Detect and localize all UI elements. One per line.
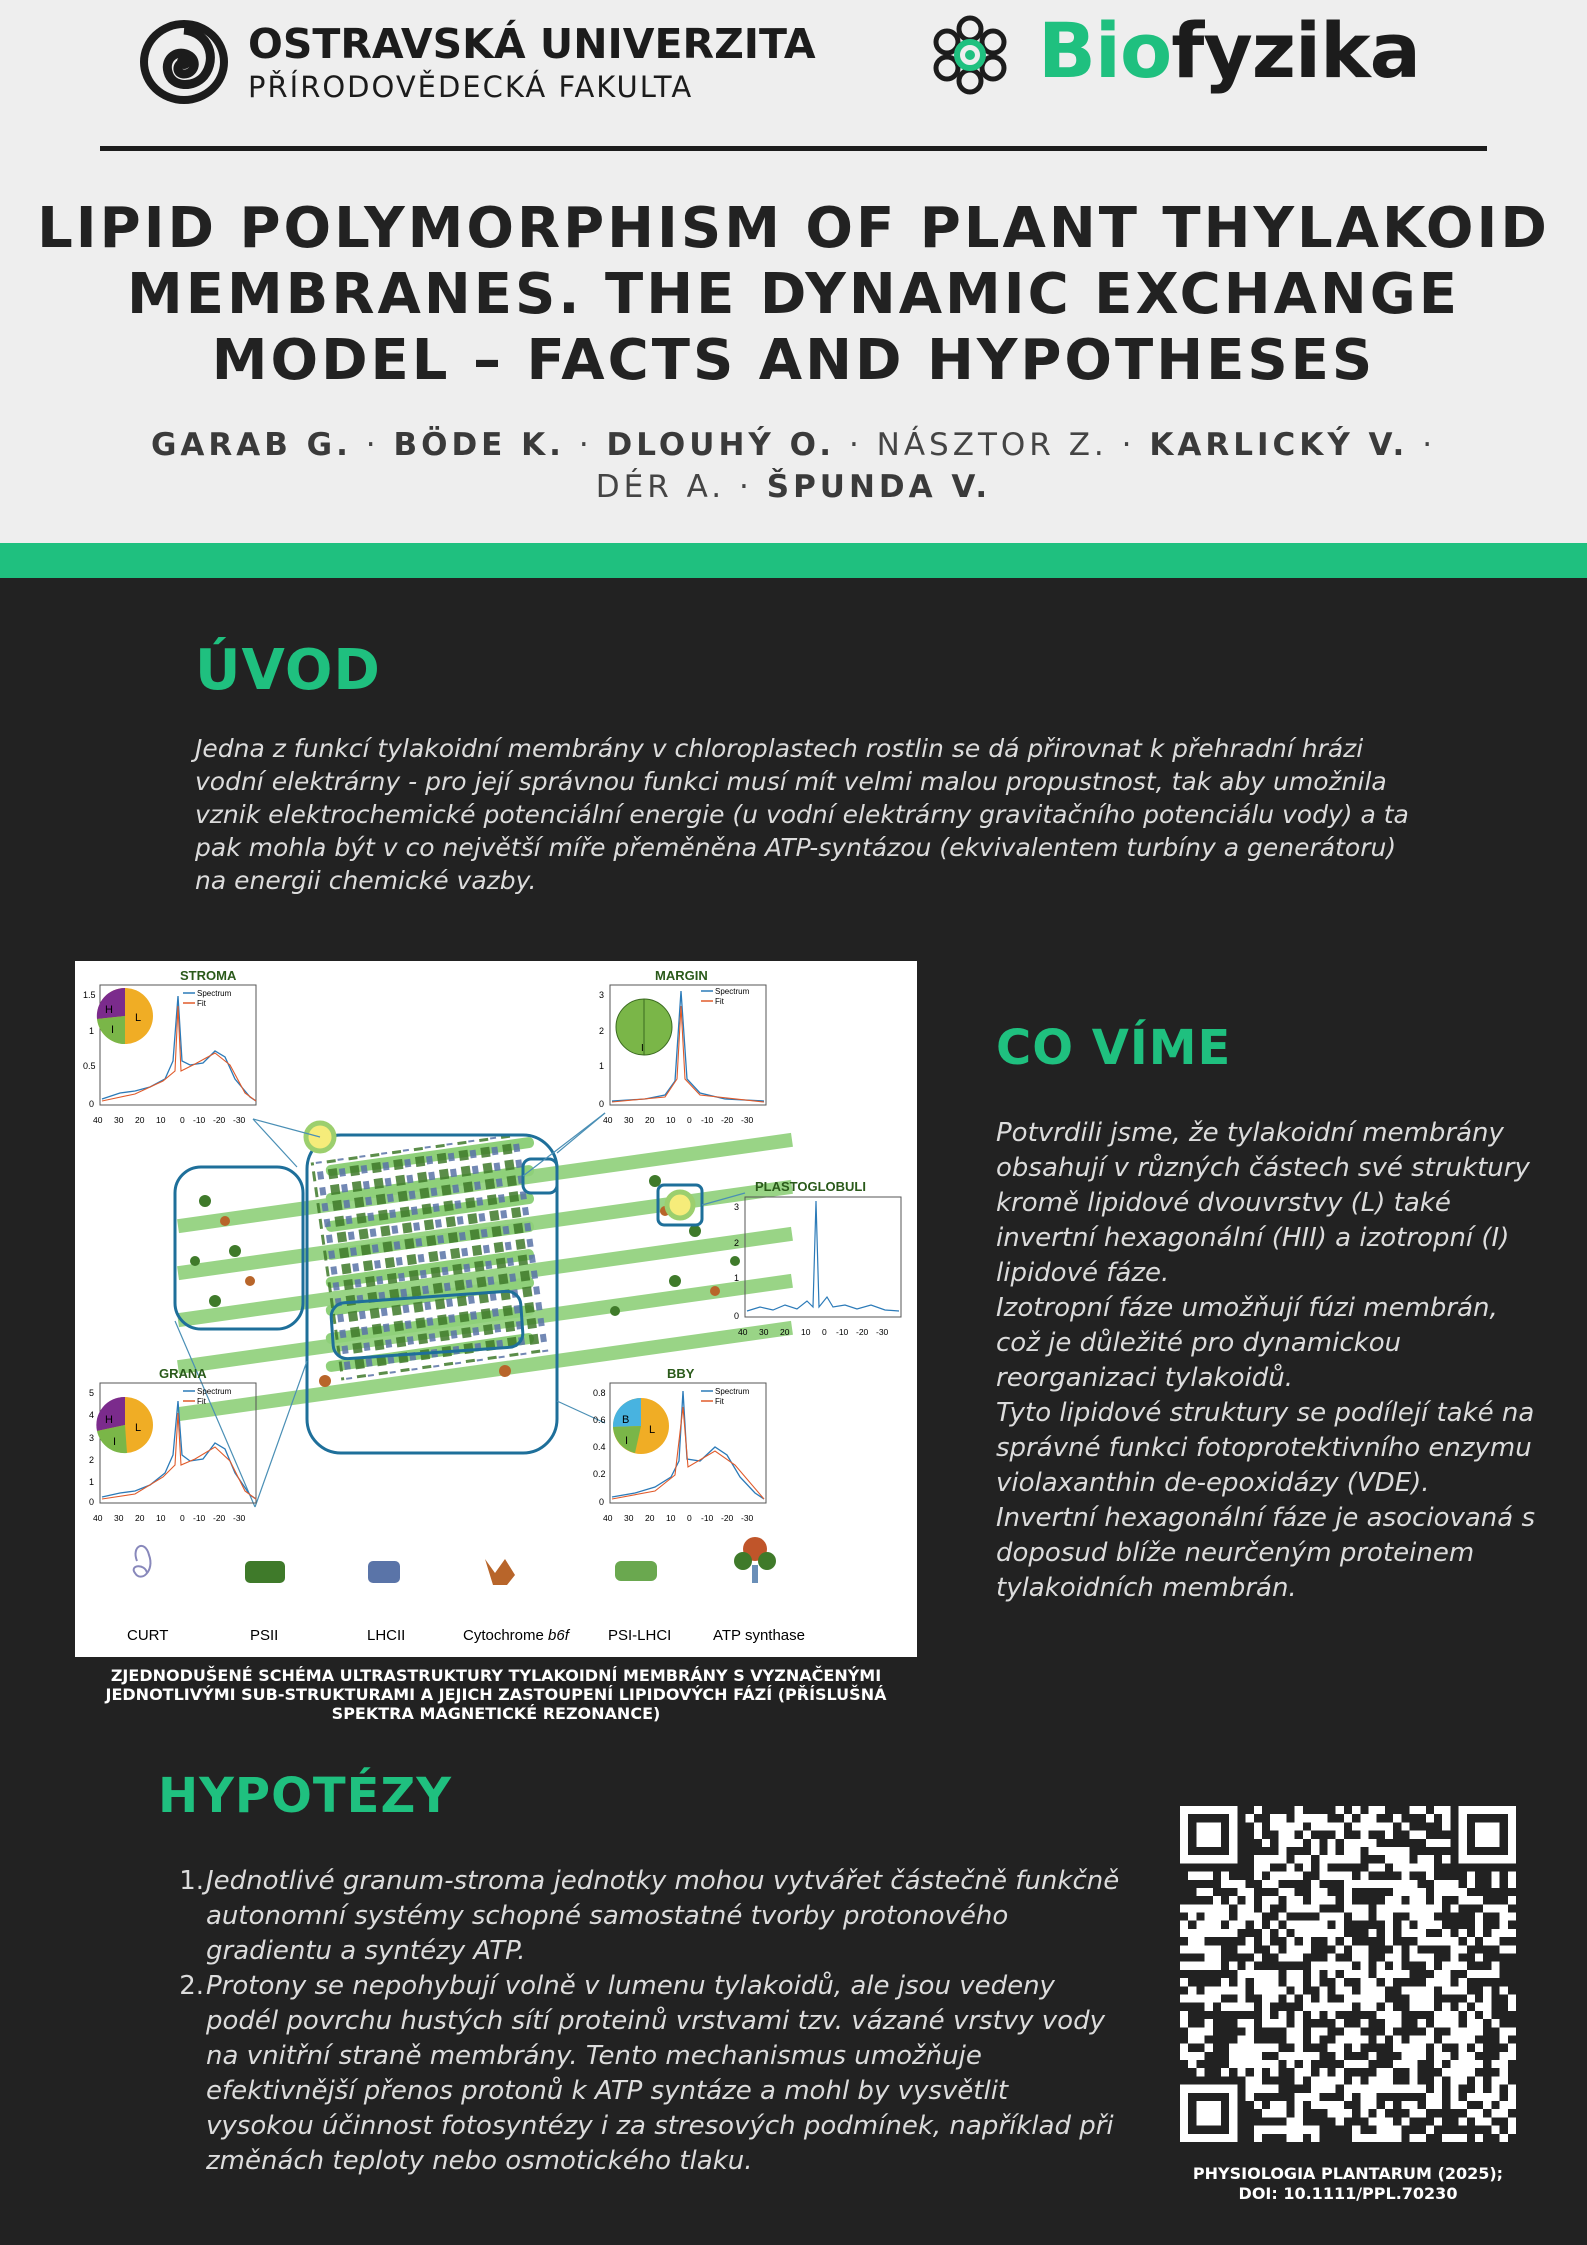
atp-synthase-icon [734,1537,776,1583]
label-atp-synthase: ATP synthase [713,1627,805,1644]
panel-grana [89,1366,256,1523]
svg-text:-10: -10 [193,1115,206,1125]
svg-text:20: 20 [645,1513,655,1523]
svg-text:20: 20 [135,1513,145,1523]
co-vime-paragraph-1: Potvrdili jsme, že tylakoidní membrány obsahují v různých částech své struktury kromě lipidové dvouvrstvy (L) také invertní hexagonální (HII) a izotropní (I) lipidové fáze. [996,1118,1530,1288]
x-ticks [603,1513,754,1523]
legend-spectrum: Spectrum [197,1387,232,1396]
panel-bby [593,1366,766,1523]
qr-code-icon[interactable] [1180,1806,1516,2142]
curt-protein-icon [134,1546,151,1577]
pie-label-i: I [641,1043,644,1054]
pie-label-i: I [111,1024,115,1036]
list-number: 1. [179,1866,204,1896]
list-item [160,1864,1120,1969]
panel-stroma [83,968,256,1125]
pie-label-h: H [105,1414,113,1426]
svg-text:40: 40 [738,1327,748,1337]
x-ticks [93,1513,246,1523]
svg-text:30: 30 [114,1513,124,1523]
author-der: DÉR A. [595,469,726,505]
membrane-network [177,1133,793,1421]
y-tick: 3 [89,1433,95,1443]
author-karlicky: KARLICKÝ V. [1149,427,1409,463]
svg-text:40: 40 [603,1115,613,1125]
co-vime-paragraph-2: Izotropní fáze umožňují fúzi membrán, což je důležité pro dynamickou reorganizaci tylakoidů. [996,1293,1498,1393]
legend-spectrum: Spectrum [715,1387,750,1396]
author-nasztor: NÁSZTOR Z. [876,427,1108,463]
svg-text:-10: -10 [193,1513,206,1523]
hypotezy-heading: HYPOTÉZY [158,1768,453,1824]
x-ticks [93,1115,246,1125]
svg-text:40: 40 [93,1513,103,1523]
panel-margin-title: MARGIN [655,968,708,983]
x-ticks [603,1115,754,1125]
panel-bby-title: BBY [667,1366,695,1381]
pie-label-l: L [135,1422,142,1434]
author-spunda: ŠPUNDA V. [766,469,992,505]
y-tick: 0 [599,1497,605,1507]
svg-text:0: 0 [687,1115,692,1125]
psi-lhci-protein-icon [615,1561,657,1581]
y-tick: 2 [734,1238,740,1248]
y-tick: 1 [89,1477,95,1487]
svg-text:40: 40 [603,1513,613,1523]
y-tick: 4 [89,1410,95,1420]
svg-text:-10: -10 [701,1513,714,1523]
svg-text:-30: -30 [233,1513,246,1523]
svg-text:0: 0 [180,1115,185,1125]
svg-text:-30: -30 [741,1513,754,1523]
title-line-2: MEMBRANES. THE DYNAMIC EXCHANGE [126,262,1461,327]
hypothesis-text: Jednotlivé granum-stroma jednotky mohou vytvářet částečně funkčně autonomní systémy schopné samostatné tvorby protonového gradientu a syntézy ATP. [206,1866,1120,1966]
svg-text:30: 30 [114,1115,124,1125]
legend-fit: Fit [197,999,206,1008]
svg-text:0: 0 [822,1327,827,1337]
y-tick: 1.5 [83,990,96,1000]
legend-spectrum: Spectrum [197,989,232,998]
svg-text:0: 0 [180,1513,185,1523]
author-separator: · [1121,427,1136,463]
y-tick: 2 [89,1455,95,1465]
brand-bio: Bio [1038,6,1172,95]
panel-stroma-title: STROMA [180,968,237,983]
title-line-1: LIPID POLYMORPHISM OF PLANT THYLAKOID [37,196,1550,261]
svg-text:20: 20 [135,1115,145,1125]
svg-text:-30: -30 [741,1115,754,1125]
svg-text:10: 10 [156,1115,166,1125]
pie-label-i: I [113,1436,117,1448]
co-vime-paragraph-3: Tyto lipidové struktury se podílejí také na správné funkci fotoprotektivního enzymu violaxanthin de-epoxidázy (VDE). [996,1398,1535,1498]
legend-fit: Fit [197,1397,206,1406]
svg-text:40: 40 [93,1115,103,1125]
plastoglobule-large [667,1192,693,1218]
svg-text:-30: -30 [233,1115,246,1125]
y-tick: 1 [734,1273,740,1283]
panel-plasto-title: PLASTOGLOBULI [755,1179,866,1194]
hypothesis-text: Protony se nepohybují volně v lumenu tylakoidů, ale jsou vedeny podél povrchu hustých sítí proteinů vrstvami tzv. vázané vrstvy vody na vnitřní straně membrány. Tento mechanismus umožňuje efektivnější přenos protonů k ATP syntáze a mohl by vysvětlit vysokou účinnost fotosyntézy i za stresových podmínek, například při změnách teploty nebo osmotického tlaku. [206,1971,1114,2176]
y-tick: 1 [89,1026,95,1036]
y-tick: 3 [599,990,605,1000]
author-dlouhy: DLOUHÝ O. [606,427,836,463]
svg-text:-20: -20 [213,1115,226,1125]
label-psi-lhci: PSI-LHCI [608,1627,672,1644]
pie-label-l: L [649,1424,656,1436]
ostrava-university-logo-icon [138,18,230,106]
pie-label-b: B [622,1414,630,1426]
panel-grana-title: GRANA [159,1366,207,1381]
cytochrome-protein-icon [485,1559,515,1585]
legend-fit: Fit [715,1397,724,1406]
author-separator: · [739,469,753,505]
poster-title [20,196,1567,394]
svg-text:0: 0 [687,1513,692,1523]
reference-doi[interactable]: DOI: 10.1111/PPL.70230 [1238,2184,1458,2203]
svg-text:30: 30 [759,1327,769,1337]
author-garab: GARAB G. [150,427,352,463]
co-vime-paragraph-4: Invertní hexagonální fáze je asociovaná s doposud blíže neurčeným proteinem tylakoidních membrán. [996,1503,1536,1603]
svg-text:-20: -20 [213,1513,226,1523]
svg-text:10: 10 [666,1115,676,1125]
biofyzika-logo-icon [930,15,1010,95]
svg-text:-20: -20 [721,1513,734,1523]
pie-label-i: I [625,1435,629,1447]
hypotheses-list [160,1864,1120,2179]
svg-text:-30: -30 [876,1327,889,1337]
y-tick: 5 [89,1388,95,1398]
co-vime-heading: CO VÍME [996,1020,1232,1076]
y-tick: 2 [599,1026,605,1036]
y-tick: 0.4 [593,1442,606,1452]
y-tick: 3 [734,1202,740,1212]
svg-text:30: 30 [624,1115,634,1125]
figure-caption: ZJEDNODUŠENÉ SCHÉMA ULTRASTRUKTURY TYLAKOIDNÍ MEMBRÁNY S VYZNAČENÝMI JEDNOTLIVÝMI SUB-STRUKTURAMI A JEJICH ZASTOUPENÍ LIPIDOVÝCH FÁZÍ (PŘÍSLUŠNÁ SPEKTRA MAGNETICKÉ REZONANCE) [105,1666,887,1723]
author-separator: · [848,427,863,463]
protein-legend [127,1537,805,1644]
lhcii-protein-icon [368,1561,400,1583]
svg-text:-20: -20 [721,1115,734,1125]
label-curt: CURT [127,1627,169,1644]
label-lhcii: LHCII [367,1627,406,1644]
header-rule [100,146,1487,151]
pie-label-l: L [135,1012,142,1024]
accent-band [0,543,1587,578]
university-name: OSTRAVSKÁ UNIVERZITA [248,20,816,68]
reference [1155,2164,1541,2204]
panel-margin [599,968,766,1125]
psii-protein-icon [245,1561,285,1583]
pie-label-h: H [105,1004,113,1016]
svg-text:-10: -10 [701,1115,714,1125]
list-number: 2. [179,1971,204,2001]
svg-text:10: 10 [801,1327,811,1337]
author-separator: · [578,427,593,463]
legend-spectrum: Spectrum [715,987,750,996]
label-cytochrome: Cytochrome b6f [463,1627,569,1644]
svg-text:20: 20 [645,1115,655,1125]
svg-text:-20: -20 [856,1327,869,1337]
faculty-name: PŘÍRODOVĚDECKÁ FAKULTA [248,70,694,104]
reference-journal: PHYSIOLOGIA PLANTARUM (2025); [1192,2164,1504,2183]
brand-fyzika: fyzika [1171,6,1420,95]
author-bode: BÖDE K. [393,427,565,463]
authors [60,424,1527,508]
y-tick: 1 [599,1061,605,1071]
author-separator: · [365,427,380,463]
label-psii: PSII [250,1627,279,1644]
legend-fit: Fit [715,997,724,1006]
y-tick: 0.8 [593,1388,606,1398]
y-tick: 0.6 [593,1415,606,1425]
svg-text:30: 30 [624,1513,634,1523]
y-tick: 0 [89,1099,95,1109]
y-tick: 0.5 [83,1061,96,1071]
y-tick: 0 [599,1099,605,1109]
y-tick: 0 [734,1311,740,1321]
svg-text:20: 20 [780,1327,790,1337]
svg-text:10: 10 [156,1513,166,1523]
uvod-text: Jedna z funkcí tylakoidní membrány v chloroplastech rostlin se dá přirovnat k přehradní hrázi vodní elektrárny - pro její správnou funkci musí mít velmi malou propustnost, tak aby umožnila vznik elektrochemické potenciální energie (u vodní elektrárny gravitačního potenciálu vody) a ta pak mohla být v co největší míře přeměněna ATP-syntázou (ekvivalentem turbíny a generátoru) na energii chemické vazby. [195,734,1409,895]
list-item [160,1969,1120,2179]
svg-text:-10: -10 [836,1327,849,1337]
y-tick: 0 [89,1497,95,1507]
thylakoid-schema-figure [75,961,917,1657]
brand-name [1038,6,1420,95]
co-vime-text [996,1116,1536,1606]
y-tick: 0.2 [593,1469,606,1479]
title-line-3: MODEL – FACTS AND HYPOTHESES [211,328,1376,393]
svg-text:10: 10 [666,1513,676,1523]
uvod-heading: ÚVOD [195,638,381,703]
panel-plastoglobuli [734,1179,901,1337]
x-ticks [738,1327,889,1337]
author-separator: · [1422,427,1437,463]
